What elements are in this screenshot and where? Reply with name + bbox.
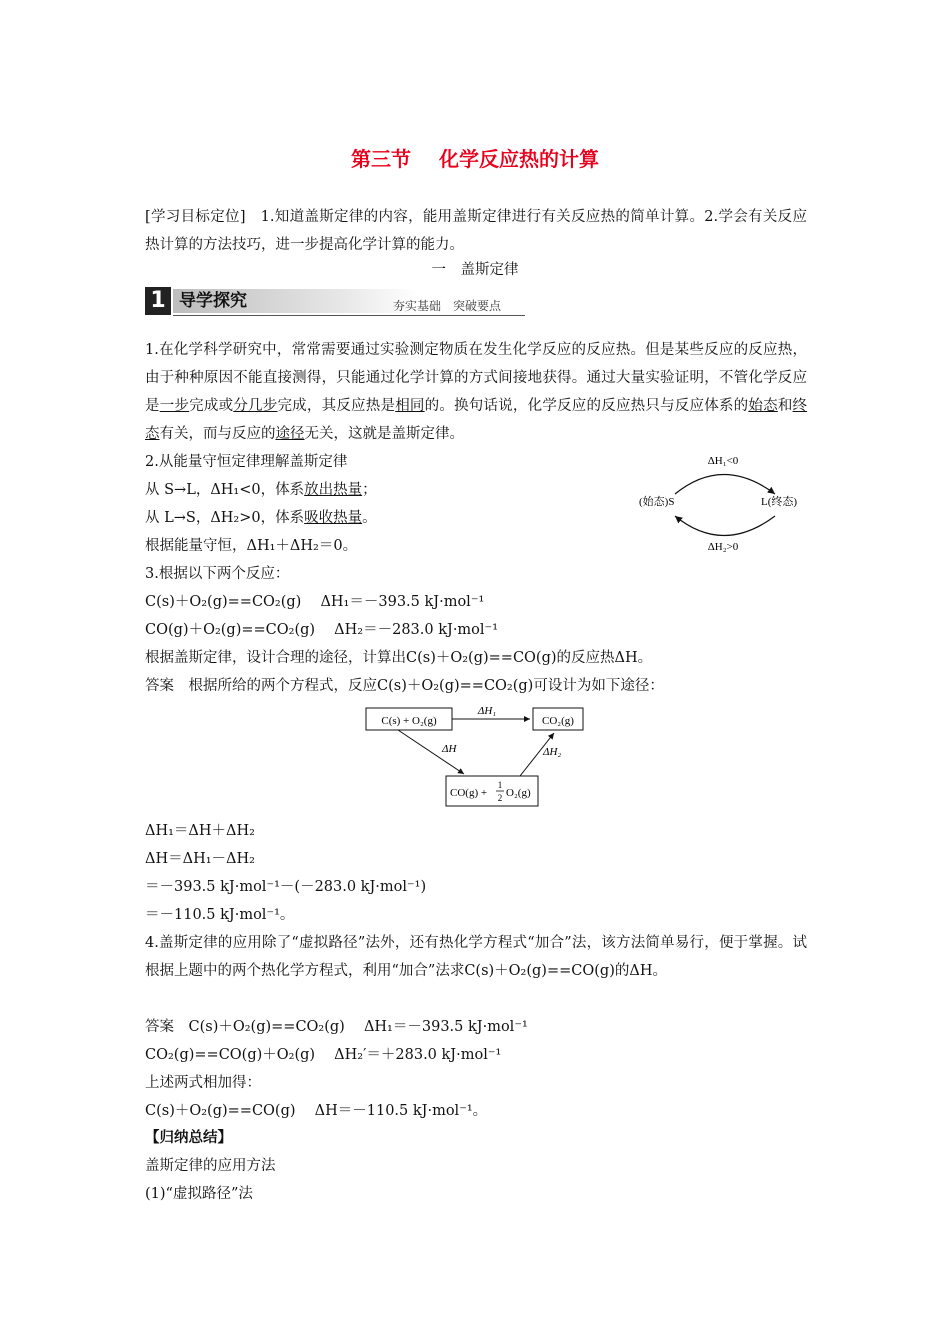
cycle-top-label: ΔH₁<0 bbox=[707, 455, 739, 467]
p3-heading: 3.根据以下两个反应： bbox=[145, 566, 290, 582]
banner-number: 1 bbox=[145, 287, 171, 315]
p4-answer-line-4: C(s)＋O₂(g)==CO(g) ΔH＝－110.5 kJ·mol⁻¹。 bbox=[145, 1103, 488, 1119]
p3-equation-2: CO(g)＋O₂(g)==CO₂(g) ΔH₂＝－283.0 kJ·mol⁻¹ bbox=[145, 622, 499, 638]
summary-line-2: (1)“虚拟路径”法 bbox=[145, 1186, 253, 1202]
summary-line-1: 盖斯定律的应用方法 bbox=[145, 1158, 276, 1174]
p3-question: 根据盖斯定律，设计合理的途径，计算出C(s)＋O₂(g)==CO(g)的反应热ΔH。 bbox=[145, 650, 653, 666]
fraction-numerator: 1 bbox=[497, 780, 503, 790]
fraction-denominator: 2 bbox=[497, 793, 503, 803]
box-product-label: CO₂(g) bbox=[542, 715, 574, 727]
p2-line-3: 根据能量守恒，ΔH₁＋ΔH₂＝0。 bbox=[145, 538, 358, 554]
p2-line-2: 从 L→S，ΔH₂>0，体系吸收热量。 bbox=[145, 510, 377, 526]
paragraph-3 bbox=[145, 560, 807, 700]
calculation bbox=[145, 817, 807, 929]
p2-heading: 2.从能量守恒定律理解盖斯定律 bbox=[145, 454, 348, 470]
calc-line-1: ΔH₁＝ΔH＋ΔH₂ bbox=[145, 823, 255, 839]
banner-divider bbox=[173, 315, 525, 316]
cycle-left-label: (始态)S bbox=[639, 496, 675, 508]
p2-line-1: 从 S→L，ΔH₁<0，体系放出热量； bbox=[145, 482, 377, 498]
p3-equation-1: C(s)＋O₂(g)==CO₂(g) ΔH₁＝－393.5 kJ·mol⁻¹ bbox=[145, 594, 485, 610]
paragraph-1: 1.在化学科学研究中，常常需要通过实验测定物质在发生化学反应的反应热。但是某些反应的反应热，由于种种原因不能直接测得，只能通过化学计算的方式间接地获得。通过大量实验证明，不管化学反应是一步完成或分几步完成，其反应热是相同的。换句话说，化学反应的反应热只与反应体系的始态和终态有关，而与反应的途径无关，这就是盖斯定律。 bbox=[145, 342, 808, 442]
banner-label: 导学探究 bbox=[179, 291, 247, 311]
section-banner bbox=[145, 287, 525, 317]
paragraph-4-answer bbox=[145, 1013, 807, 1125]
calc-line-2: ΔH＝ΔH₁－ΔH₂ bbox=[145, 851, 255, 867]
learning-objectives: [学习目标定位] 1.知道盖斯定律的内容，能用盖斯定律进行有关反应热的简单计算。2.学会有关反应热计算的方法技巧，进一步提高化学计算的能力。 bbox=[145, 209, 807, 253]
forward-arrow bbox=[675, 475, 775, 495]
title-section-number: 第三节 bbox=[351, 147, 411, 171]
reverse-arrow bbox=[675, 516, 775, 536]
summary-heading: 【归纳总结】 bbox=[145, 1129, 232, 1146]
box-intermediate-label-b: O₂(g) bbox=[506, 787, 531, 799]
p3-answer: 答案 根据所给的两个方程式，反应C(s)＋O₂(g)==CO₂(g)可设计为如下途径： bbox=[145, 678, 664, 694]
banner-subtitle: 夯实基础 突破要点 bbox=[393, 299, 502, 313]
p4-answer-line-3: 上述两式相加得： bbox=[145, 1075, 261, 1091]
label-dh1: ΔH₁ bbox=[477, 705, 497, 717]
label-dh2: ΔH₂ bbox=[543, 746, 562, 758]
calc-line-3: ＝－393.5 kJ·mol⁻¹－(－283.0 kJ·mol⁻¹) bbox=[145, 879, 427, 895]
calc-line-4: ＝－110.5 kJ·mol⁻¹。 bbox=[145, 907, 295, 923]
p4-answer-line-2: CO₂(g)==CO(g)＋O₂(g) ΔH₂′＝＋283.0 kJ·mol⁻¹ bbox=[145, 1047, 502, 1063]
paragraph-4: 4.盖斯定律的应用除了“虚拟路径”法外，还有热化学方程式“加合”法，该方法简单易行，便于掌握。试根据上题中的两个热化学方程式，利用“加合”法求C(s)＋O₂(g)==CO(g)的ΔH。 bbox=[145, 935, 807, 979]
box-intermediate-label-a: CO(g) + bbox=[450, 787, 488, 799]
page-title bbox=[0, 143, 950, 172]
label-dh: ΔH bbox=[442, 743, 457, 755]
paragraph-2 bbox=[145, 448, 545, 560]
box-reactants-label: C(s) + O₂(g) bbox=[381, 715, 437, 727]
p4-answer-line-1: 答案 C(s)＋O₂(g)==CO₂(g) ΔH₁＝－393.5 kJ·mol⁻¹ bbox=[145, 1019, 528, 1035]
energy-cycle-diagram bbox=[635, 450, 815, 560]
summary bbox=[145, 1124, 807, 1208]
cycle-bottom-label: ΔH₂>0 bbox=[707, 541, 739, 553]
cycle-right-label: L(终态) bbox=[761, 496, 798, 508]
title-topic: 化学反应热的计算 bbox=[439, 147, 599, 171]
reaction-path-diagram bbox=[360, 700, 600, 812]
section-heading: 一 盖斯定律 bbox=[431, 262, 519, 278]
